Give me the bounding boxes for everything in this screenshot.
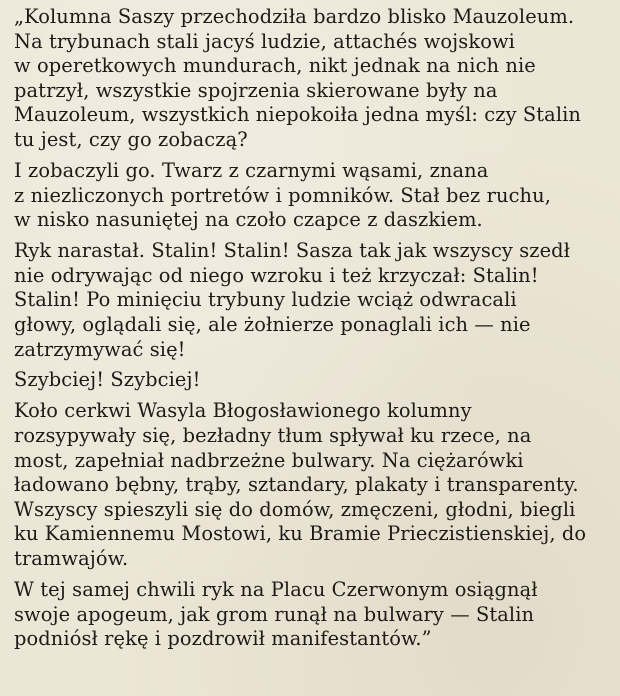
paragraph-2: [14, 159, 620, 233]
text-line: tramwajów.: [14, 547, 129, 571]
document-text: [14, 5, 620, 658]
text-line: patrzył, wszystkie spojrzenia skierowane były na: [14, 78, 498, 102]
text-line: Mauzoleum, wszystkich niepokoiła jedna myśl: czy Stalin: [14, 103, 582, 127]
text-line: W tej samej chwili ryk na Placu Czerwonym osiągnął: [14, 578, 538, 602]
paragraph-3: [14, 239, 620, 362]
paragraph-6: [14, 578, 620, 652]
text-line: ku Kamiennemu Mostowi, ku Bramie Prieczistienskiej, do: [14, 522, 587, 546]
text-line: I zobaczyli go. Twarz z czarnymi wąsami, znana: [14, 158, 489, 182]
text-line: głowy, oglądali się, ale żołnierze ponaglali ich — nie: [14, 312, 531, 336]
text-line: w nisko nasuniętej na czoło czapce z daszkiem.: [14, 208, 483, 232]
text-line: podniósł rękę i pozdrowił manifestantów.”: [14, 627, 432, 651]
text-line: rozsypywały się, bezładny tłum spływał ku rzece, na: [14, 424, 532, 448]
text-line: Stalin! Po minięciu trybuny ludzie wciąż odwracali: [14, 288, 517, 312]
text-line: zatrzymywać się!: [14, 337, 186, 361]
text-line: swoje apogeum, jak grom runął na bulwary — Stalin: [14, 602, 535, 626]
text-line: z niezliczonych portretów i pomników. Stał bez ruchu,: [14, 183, 551, 207]
text-line: nie odrywając od niego wzroku i też krzyczał: Stalin!: [14, 263, 539, 287]
text-line: Szybciej! Szybciej!: [14, 368, 201, 392]
text-line: Ryk narastał. Stalin! Stalin! Sasza tak jak wszyscy szedł: [14, 239, 571, 263]
paragraph-5: [14, 399, 620, 571]
text-line: Koło cerkwi Wasyla Błogosławionego kolumny: [14, 399, 472, 423]
text-line: Na trybunach stali jacyś ludzie, attachés wojskowi: [14, 29, 515, 53]
paragraph-1: [14, 5, 620, 153]
paragraph-4: [14, 368, 620, 393]
text-line: w operetkowych mundurach, nikt jednak na nich nie: [14, 54, 536, 78]
text-line: „Kolumna Saszy przechodziła bardzo blisko Mauzoleum.: [14, 5, 575, 28]
text-line: most, zapełniał nadbrzeżne bulwary. Na ciężarówki: [14, 448, 524, 472]
text-line: ładowano bębny, trąby, sztandary, plakaty i transparenty.: [14, 473, 579, 497]
text-line: Wszyscy spieszyli się do domów, zmęczeni, głodni, biegli: [14, 497, 576, 521]
text-line: tu jest, czy go zobaczą?: [14, 127, 248, 151]
